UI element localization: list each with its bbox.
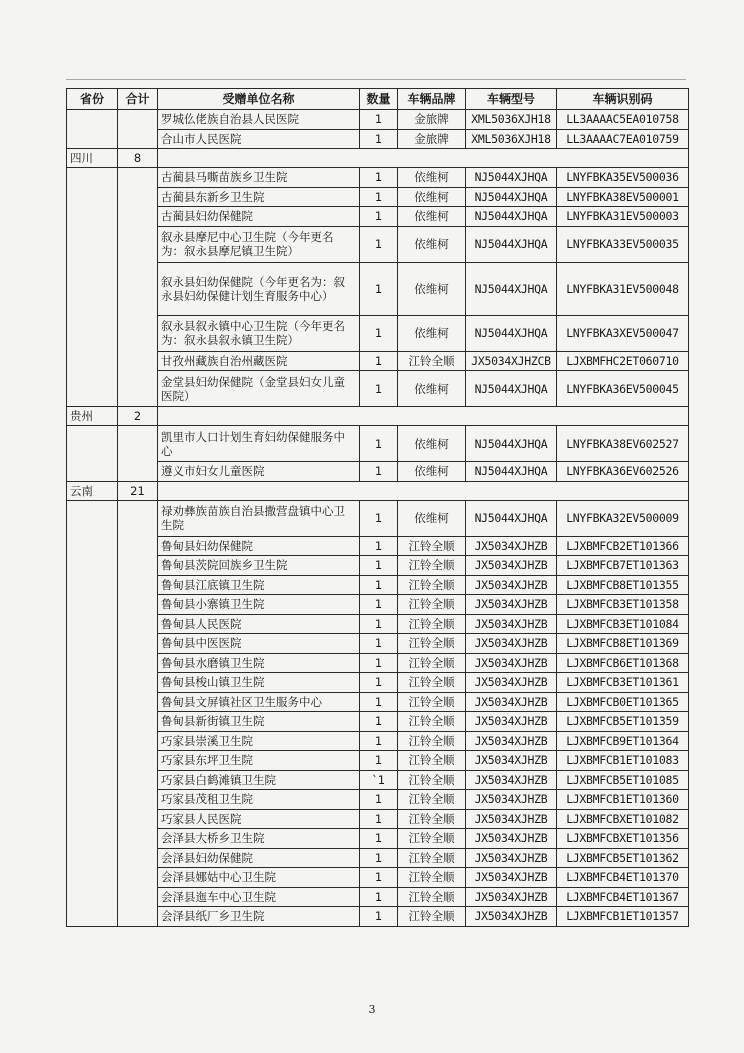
table-header-row: [67, 89, 689, 110]
vehicle-vin: LJXBMFCB5ET101085: [557, 770, 689, 790]
province-cell-empty: [67, 110, 118, 149]
quantity: 1: [360, 653, 398, 673]
table-row: [67, 462, 689, 482]
table-row: [67, 351, 689, 371]
header-recipient: 受赠单位名称: [158, 89, 360, 110]
vehicle-vin: LJXBMFCB8ET101369: [557, 634, 689, 654]
quantity: 1: [360, 500, 398, 536]
vehicle-vin: LJXBMFCB4ET101367: [557, 887, 689, 907]
total-cell-empty: [118, 168, 158, 407]
vehicle-vin: LNYFBKA33EV500035: [557, 226, 689, 262]
province-name: 贵州: [67, 407, 118, 426]
vehicle-model: JX5034XJHZB: [466, 536, 557, 556]
vehicle-vin: LNYFBKA38EV500001: [557, 187, 689, 207]
province-cell-empty: [67, 500, 118, 926]
province-name: 四川: [67, 149, 118, 168]
vehicle-model: JX5034XJHZB: [466, 673, 557, 693]
vehicle-vin: LJXBMFCB1ET101357: [557, 907, 689, 927]
vehicle-brand: 江铃全顺: [398, 556, 466, 576]
vehicle-vin: LJXBMFCB1ET101360: [557, 790, 689, 810]
quantity: 1: [360, 790, 398, 810]
province-total: 2: [118, 407, 158, 426]
recipient-name: 古蔺县妇幼保健院: [158, 207, 360, 227]
recipient-name: 鲁甸县人民医院: [158, 614, 360, 634]
vehicle-vin: LJXBMFCB0ET101365: [557, 692, 689, 712]
table-row: [67, 673, 689, 693]
vehicle-vin: LJXBMFCB3ET101358: [557, 595, 689, 615]
vehicle-brand: 依维柯: [398, 168, 466, 188]
header-quantity: 数量: [360, 89, 398, 110]
vehicle-vin: LL3AAAAC5EA010758: [557, 110, 689, 130]
table-row: [67, 731, 689, 751]
recipient-name: 会泽县娜姑中心卫生院: [158, 868, 360, 888]
recipient-name: 鲁甸县文屏镇社区卫生服务中心: [158, 692, 360, 712]
vehicle-vin: LNYFBKA35EV500036: [557, 168, 689, 188]
header-brand: 车辆品牌: [398, 89, 466, 110]
quantity: 1: [360, 731, 398, 751]
vehicle-vin: LJXBMFCB3ET101361: [557, 673, 689, 693]
recipient-name: 鲁甸县中医医院: [158, 634, 360, 654]
table-row: [67, 226, 689, 262]
quantity: 1: [360, 809, 398, 829]
recipient-name: 鲁甸县江底镇卫生院: [158, 575, 360, 595]
vehicle-brand: 依维柯: [398, 207, 466, 227]
vehicle-model: JX5034XJHZB: [466, 575, 557, 595]
recipient-name: 合山市人民医院: [158, 129, 360, 149]
quantity: 1: [360, 371, 398, 407]
recipient-name: 古蔺县东新乡卫生院: [158, 187, 360, 207]
quantity: 1: [360, 315, 398, 351]
table-row: [67, 614, 689, 634]
vehicle-vin: LJXBMFCB5ET101359: [557, 712, 689, 732]
quantity: 1: [360, 536, 398, 556]
vehicle-model: JX5034XJHZB: [466, 595, 557, 615]
recipient-name: 鲁甸县新街镇卫生院: [158, 712, 360, 732]
vehicle-brand: 依维柯: [398, 226, 466, 262]
vehicle-vin: LJXBMFCB3ET101084: [557, 614, 689, 634]
quantity: 1: [360, 673, 398, 693]
vehicle-vin: LJXBMFCB6ET101368: [557, 653, 689, 673]
recipient-name: 巧家县白鹤滩镇卫生院: [158, 770, 360, 790]
recipient-name: 叙永县叙永镇中心卫生院（今年更名为：叙永县叙永镇卫生院）: [158, 315, 360, 351]
table-row: [67, 500, 689, 536]
table-row: [67, 595, 689, 615]
vehicle-vin: LNYFBKA36EV500045: [557, 371, 689, 407]
province-row: [67, 481, 689, 500]
recipient-name: 遵义市妇女儿童医院: [158, 462, 360, 482]
vehicle-vin: LJXBMFCB5ET101362: [557, 848, 689, 868]
table-row: [67, 809, 689, 829]
vehicle-brand: 金旅牌: [398, 110, 466, 130]
quantity: 1: [360, 712, 398, 732]
vehicle-model: JX5034XJHZB: [466, 653, 557, 673]
quantity: 1: [360, 829, 398, 849]
recipient-name: 会泽县妇幼保健院: [158, 848, 360, 868]
recipient-name: 鲁甸县茨院回族乡卫生院: [158, 556, 360, 576]
vehicle-brand: 依维柯: [398, 500, 466, 536]
table-row: [67, 790, 689, 810]
table-row: [67, 887, 689, 907]
province-row-blank: [158, 481, 689, 500]
recipient-name: 甘孜州藏族自治州藏医院: [158, 351, 360, 371]
vehicle-model: JX5034XJHZB: [466, 692, 557, 712]
table-body: [67, 110, 689, 927]
table-row: [67, 653, 689, 673]
table-row: [67, 371, 689, 407]
header-total: 合计: [118, 89, 158, 110]
vehicle-model: NJ5044XJHQA: [466, 462, 557, 482]
table-row: [67, 829, 689, 849]
vehicle-brand: 江铃全顺: [398, 351, 466, 371]
quantity: 1: [360, 556, 398, 576]
header-model: 车辆型号: [466, 89, 557, 110]
recipient-name: 会泽县纸厂乡卫生院: [158, 907, 360, 927]
province-cell-empty: [67, 426, 118, 482]
table-row: [67, 868, 689, 888]
recipient-name: 巧家县东坪卫生院: [158, 751, 360, 771]
vehicle-brand: 依维柯: [398, 187, 466, 207]
vehicle-vin: LNYFBKA31EV500003: [557, 207, 689, 227]
table-row: [67, 110, 689, 130]
vehicle-brand: 金旅牌: [398, 129, 466, 149]
vehicle-model: NJ5044XJHQA: [466, 315, 557, 351]
quantity: 1: [360, 426, 398, 462]
quantity: 1: [360, 751, 398, 771]
vehicle-model: JX5034XJHZB: [466, 907, 557, 927]
quantity: 1: [360, 575, 398, 595]
recipient-name: 巧家县茂租卫生院: [158, 790, 360, 810]
vehicle-model: JX5034XJHZB: [466, 634, 557, 654]
quantity: 1: [360, 848, 398, 868]
table-row: [67, 712, 689, 732]
table-row: [67, 315, 689, 351]
vehicle-brand: 依维柯: [398, 315, 466, 351]
vehicle-vin: LL3AAAAC7EA010759: [557, 129, 689, 149]
vehicle-model: NJ5044XJHQA: [466, 262, 557, 315]
quantity: 1: [360, 351, 398, 371]
vehicle-model: JX5034XJHZB: [466, 809, 557, 829]
vehicle-brand: 江铃全顺: [398, 575, 466, 595]
recipient-name: 鲁甸县梭山镇卫生院: [158, 673, 360, 693]
vehicle-model: JX5034XJHZB: [466, 829, 557, 849]
province-total: 21: [118, 481, 158, 500]
vehicle-brand: 江铃全顺: [398, 829, 466, 849]
vehicle-model: NJ5044XJHQA: [466, 187, 557, 207]
recipient-name: 鲁甸县妇幼保健院: [158, 536, 360, 556]
quantity: `1: [360, 770, 398, 790]
vehicle-vin: LNYFBKA38EV602527: [557, 426, 689, 462]
vehicle-model: JX5034XJHZB: [466, 887, 557, 907]
vehicle-brand: 江铃全顺: [398, 809, 466, 829]
province-row: [67, 407, 689, 426]
province-total: 8: [118, 149, 158, 168]
vehicle-model: JX5034XJHZB: [466, 556, 557, 576]
vehicle-vin: LNYFBKA3XEV500047: [557, 315, 689, 351]
recipient-name: 古蔺县马嘶苗族乡卫生院: [158, 168, 360, 188]
province-row-blank: [158, 149, 689, 168]
quantity: 1: [360, 187, 398, 207]
quantity: 1: [360, 634, 398, 654]
page-number: 3: [368, 1003, 376, 1016]
quantity: 1: [360, 907, 398, 927]
vehicle-model: JX5034XJHZB: [466, 731, 557, 751]
table-row: [67, 751, 689, 771]
quantity: 1: [360, 614, 398, 634]
vehicle-model: XML5036XJH18: [466, 110, 557, 130]
vehicle-brand: 江铃全顺: [398, 614, 466, 634]
recipient-name: 会泽县迤车中心卫生院: [158, 887, 360, 907]
table-row: [67, 848, 689, 868]
vehicle-vin: LJXBMFHC2ET060710: [557, 351, 689, 371]
recipient-name: 鲁甸县小寨镇卫生院: [158, 595, 360, 615]
recipient-name: 巧家县崇溪卫生院: [158, 731, 360, 751]
total-cell-empty: [118, 426, 158, 482]
vehicle-brand: 江铃全顺: [398, 536, 466, 556]
vehicle-model: JX5034XJHZB: [466, 614, 557, 634]
header-vin: 车辆识别码: [557, 89, 689, 110]
quantity: 1: [360, 868, 398, 888]
recipient-name: 巧家县人民医院: [158, 809, 360, 829]
vehicle-brand: 江铃全顺: [398, 692, 466, 712]
table-row: [67, 536, 689, 556]
recipient-name: 叙永县摩尼中心卫生院（今年更名为：叙永县摩尼镇卫生院）: [158, 226, 360, 262]
vehicle-brand: 江铃全顺: [398, 751, 466, 771]
vehicle-brand: 依维柯: [398, 462, 466, 482]
quantity: 1: [360, 692, 398, 712]
table-row: [67, 262, 689, 315]
vehicle-brand: 江铃全顺: [398, 731, 466, 751]
vehicle-brand: 江铃全顺: [398, 595, 466, 615]
vehicle-model: JX5034XJHZB: [466, 751, 557, 771]
vehicle-vin: LNYFBKA36EV602526: [557, 462, 689, 482]
vehicle-brand: 江铃全顺: [398, 673, 466, 693]
vehicle-model: NJ5044XJHQA: [466, 500, 557, 536]
vehicle-vin: LJXBMFCB4ET101370: [557, 868, 689, 888]
quantity: 1: [360, 226, 398, 262]
province-row-blank: [158, 407, 689, 426]
table-row: [67, 634, 689, 654]
vehicle-brand: 江铃全顺: [398, 868, 466, 888]
vehicle-brand: 江铃全顺: [398, 907, 466, 927]
vehicle-brand: 江铃全顺: [398, 712, 466, 732]
quantity: 1: [360, 262, 398, 315]
table-row: [67, 692, 689, 712]
quantity: 1: [360, 462, 398, 482]
vehicle-model: JX5034XJHZB: [466, 848, 557, 868]
quantity: 1: [360, 207, 398, 227]
page-top-rule: [66, 79, 686, 80]
recipient-name: 叙永县妇幼保健院（今年更名为：叙永县妇幼保健计划生育服务中心）: [158, 262, 360, 315]
vehicle-model: NJ5044XJHQA: [466, 371, 557, 407]
table-row: [67, 575, 689, 595]
vehicle-vin: LJXBMFCB2ET101366: [557, 536, 689, 556]
vehicle-vin: LJXBMFCB9ET101364: [557, 731, 689, 751]
quantity: 1: [360, 595, 398, 615]
recipient-name: 鲁甸县水磨镇卫生院: [158, 653, 360, 673]
table-row: [67, 770, 689, 790]
table-row: [67, 129, 689, 149]
recipient-name: 禄劝彝族苗族自治县撒营盘镇中心卫生院: [158, 500, 360, 536]
vehicle-brand: 江铃全顺: [398, 634, 466, 654]
total-cell-empty: [118, 110, 158, 149]
province-cell-empty: [67, 168, 118, 407]
vehicle-model: NJ5044XJHQA: [466, 226, 557, 262]
province-row: [67, 149, 689, 168]
vehicle-vin: LJXBMFCBXET101356: [557, 829, 689, 849]
vehicle-model: JX5034XJHZB: [466, 770, 557, 790]
vehicle-vin: LJXBMFCB8ET101355: [557, 575, 689, 595]
vehicle-brand: 江铃全顺: [398, 790, 466, 810]
quantity: 1: [360, 129, 398, 149]
vehicle-brand: 江铃全顺: [398, 848, 466, 868]
vehicle-vin: LJXBMFCBXET101082: [557, 809, 689, 829]
donation-table: [66, 88, 689, 927]
table-row: [67, 556, 689, 576]
vehicle-brand: 江铃全顺: [398, 653, 466, 673]
quantity: 1: [360, 168, 398, 188]
recipient-name: 金堂县妇幼保健院（金堂县妇女儿童医院）: [158, 371, 360, 407]
vehicle-model: JX5034XJHZB: [466, 868, 557, 888]
table-row: [67, 168, 689, 188]
table-row: [67, 907, 689, 927]
vehicle-model: NJ5044XJHQA: [466, 207, 557, 227]
vehicle-vin: LJXBMFCB7ET101363: [557, 556, 689, 576]
vehicle-model: XML5036XJH18: [466, 129, 557, 149]
vehicle-model: JX5034XJHZB: [466, 790, 557, 810]
vehicle-model: NJ5044XJHQA: [466, 168, 557, 188]
vehicle-model: JX5034XJHZB: [466, 712, 557, 732]
vehicle-vin: LNYFBKA32EV500009: [557, 500, 689, 536]
table-row: [67, 207, 689, 227]
table-row: [67, 187, 689, 207]
vehicle-brand: 依维柯: [398, 426, 466, 462]
table-row: [67, 426, 689, 462]
vehicle-brand: 江铃全顺: [398, 770, 466, 790]
vehicle-brand: 江铃全顺: [398, 887, 466, 907]
header-province: 省份: [67, 89, 118, 110]
vehicle-brand: 依维柯: [398, 371, 466, 407]
recipient-name: 凯里市人口计划生育妇幼保健服务中心: [158, 426, 360, 462]
vehicle-brand: 依维柯: [398, 262, 466, 315]
quantity: 1: [360, 887, 398, 907]
province-name: 云南: [67, 481, 118, 500]
quantity: 1: [360, 110, 398, 130]
vehicle-model: JX5034XJHZCB: [466, 351, 557, 371]
recipient-name: 罗城仫佬族自治县人民医院: [158, 110, 360, 130]
vehicle-vin: LNYFBKA31EV500048: [557, 262, 689, 315]
vehicle-vin: LJXBMFCB1ET101083: [557, 751, 689, 771]
vehicle-model: NJ5044XJHQA: [466, 426, 557, 462]
recipient-name: 会泽县大桥乡卫生院: [158, 829, 360, 849]
total-cell-empty: [118, 500, 158, 926]
